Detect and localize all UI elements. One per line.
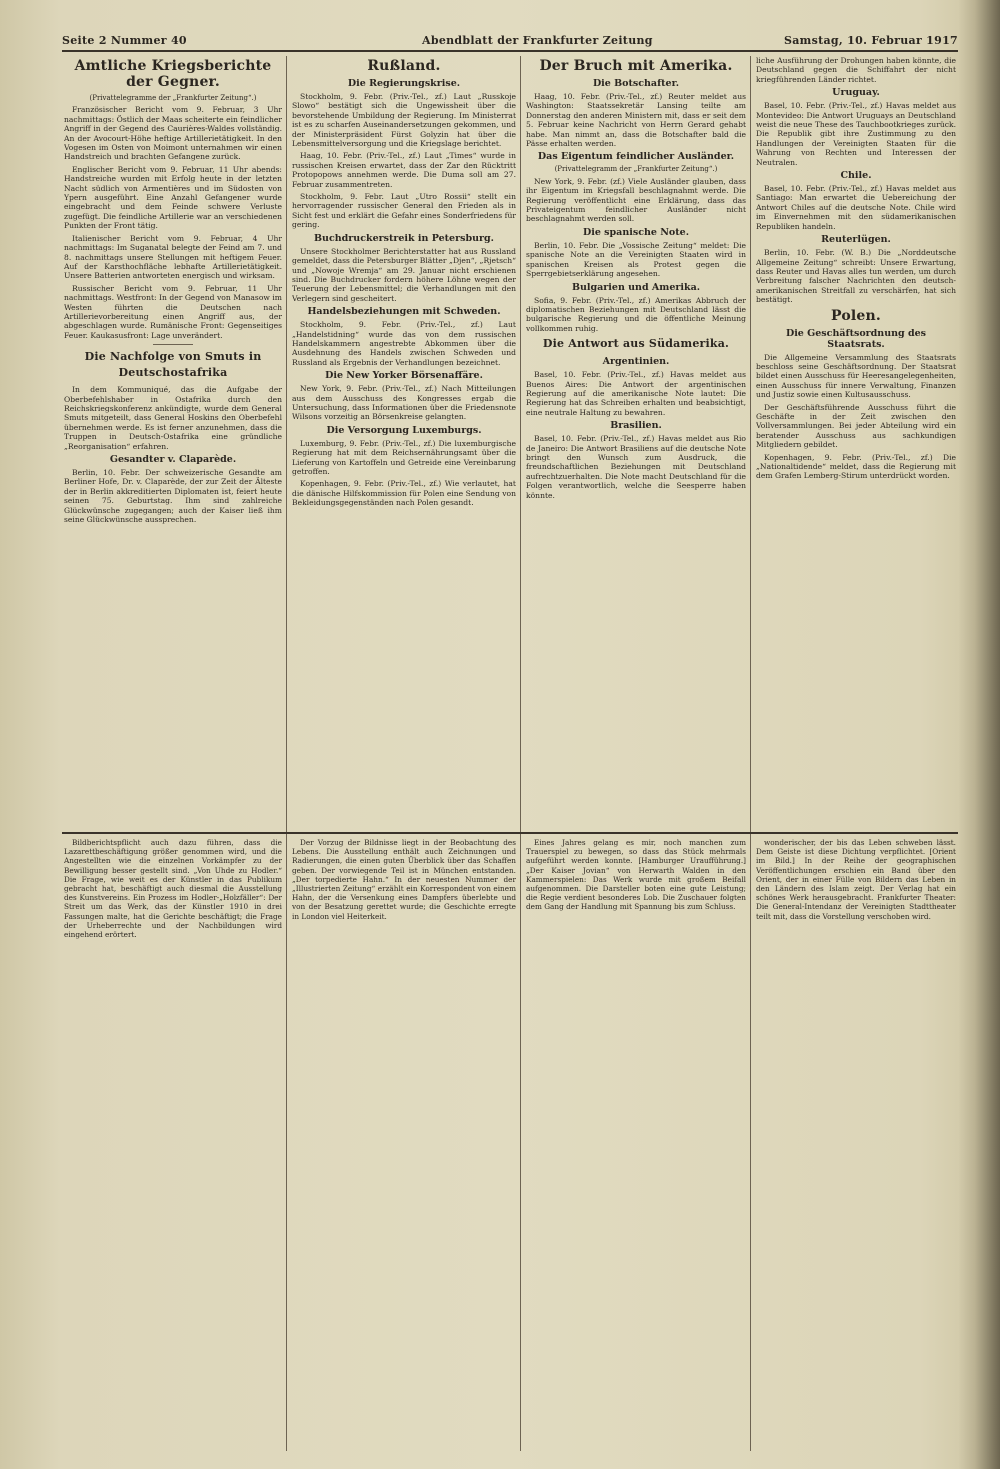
feuilleton-paragraph: wonderischer, der bis das Leben schweben lässt. Dem Geiste ist diese Dichtung verpflichtet. [Orient im Bild.] In der Reihe der geographischen Veröffentlichungen erschien ein Band über den Orient, der in einer Fülle von Bildern das Leben in den Ländern des Islam zeigt. Der Verlag hat ein schönes Werk herausgebracht. Frankfurter Theater: Die General-Intendanz der Vereinigten Stadttheater teilt mit, dass die Vorstellung verschoben wird. bbox=[756, 838, 956, 921]
article-subtitle: Gesandter v. Claparède. bbox=[109, 454, 237, 465]
article-paragraph: Russischer Bericht vom 9. Februar, 11 Uhr nachmittags. Westfront: In der Gegend von Manasow im Westen führten die Deutschen nach Artillerievorbereitung einen Angriff aus, der abgeschlagen wurde. Rumänische Front: Gegenseitiges Feuer. Kaukasusfront: Lage unverändert. bbox=[64, 283, 282, 340]
article-title: Amtliche Kriegsberichte der Gegner. bbox=[74, 58, 272, 90]
article-subtitle: Buchdruckerstreik in Petersburg. bbox=[314, 232, 494, 244]
article-paragraph: Sofia, 9. Febr. (Priv.-Tel., zf.) Amerikas Abbruch der diplomatischen Beziehungen mit Deutschland lässt die bulgarische Regierung und die öffentliche Meinung vollkommen ruhig. bbox=[526, 295, 746, 333]
column-2 bbox=[292, 56, 516, 828]
feuilleton-paragraph: Eines Jahres gelang es mir, noch manchen zum Trauerspiel zu bewegen, so dass das Stück mehrmals aufgeführt werden konnte. [Hamburger Uraufführung.] „Der Kaiser Jovian“ von Herwarth Walden in den Kammerspielen: Das Werk wurde mit großem Beifall aufgenommen. Die Darsteller boten eine gute Leistung; die Regie verdient besonderes Lob. Die Zuschauer folgten dem Gang der Handlung mit Spannung bis zum Schluss. bbox=[526, 838, 746, 912]
feuilleton-column-2 bbox=[292, 838, 516, 1450]
article-paragraph: Französischer Bericht vom 9. Februar, 3 Uhr nachmittags: Östlich der Maas scheiterte ein feindlicher Angriff in der Gegend des Caurières-Waldes vollständig. An der Avocourt-Höhe heftige Artillerietätigkeit. In den Vogesen im Osten von Moimont unternahmen wir einen Handstreich und brachten Gefangene zurück. bbox=[64, 105, 282, 162]
article-paragraph: Unsere Stockholmer Berichterstatter hat aus Russland gemeldet, dass die Petersburger Blätter „Djen“, „Rjetsch“ und „Nowoje Wremja“ am 29. Januar nicht erschienen sind. Die Buchdrucker fordern höhere Löhne wegen der Teuerung der Lebensmittel; die Verhandlungen mit den Verlegern sind gescheitert. bbox=[292, 246, 516, 303]
article-subtitle: Das Eigentum feindlicher Ausländer. bbox=[537, 151, 735, 163]
article-paragraph: Stockholm, 9. Febr. (Priv.-Tel., zf.) Laut „Handelstidning“ wurde das von dem russischen Handelskammern angestrebte Abkommen über die Ausdehnung des Handels zwischen Schweden und Russland als Ergebnis der Verhandlungen bezeichnet. bbox=[292, 320, 516, 367]
article-title: Die Antwort aus Südamerika. bbox=[542, 337, 730, 351]
column-rule bbox=[750, 56, 751, 1451]
feuilleton-column-1 bbox=[64, 838, 282, 1450]
article-paragraph: Kopenhagen, 9. Febr. (Priv.-Tel., zf.) Wie verlautet, hat die dänische Hilfskommission für Polen eine Sendung von Bekleidungsgegenständen nach Polen gesandt. bbox=[292, 479, 516, 508]
column-4 bbox=[756, 56, 956, 828]
article-paragraph: New York, 9. Febr. (Priv.-Tel., zf.) Nach Mitteilungen aus dem Ausschuss des Kongresses ergab die Untersuchung, dass Informationen über die Friedensnote Wilsons vorzeitig an Börsenkreise gelangten. bbox=[292, 384, 516, 422]
page-number: Seite 2 Nummer 40 bbox=[62, 34, 187, 47]
article-paragraph: In dem Kommuniqué, das die Aufgabe der Oberbefehlshaber in Ostafrika durch den Reichskriegskonferenz ankündigte, wurde dem General Smuts mitgeteilt, dass General Hoskins den Oberbefehl übernehmen werde. Es ist ferner anzunehmen, dass die Truppen in Deutsch-Ostafrika eine gründliche „Reorganisation“ erfahren. bbox=[64, 385, 282, 451]
column-3 bbox=[526, 56, 746, 828]
article-paragraph: Der Geschäftsführende Ausschuss führt die Geschäfte in der Zeit zwischen den Vollversammlungen. Bei jeder Abteilung wird ein beratender Ausschuss aus sachkundigen Mitgliedern gebildet. bbox=[756, 402, 956, 450]
feuilleton-paragraph: Der Vorzug der Bildnisse liegt in der Beobachtung des Lebens. Die Ausstellung enthält auch Zeichnungen und Radierungen, die einen guten Überblick über das Schaffen geben. Der vorwiegende Teil ist in München entstanden. „Der torpedierte Hahn.“ In der neuesten Nummer der „Illustrierten Zeitung“ erzählt ein Korrespondent von einem Hahn, der die Versenkung eines Dampfers überlebte und von der Besatzung gerettet wurde; die Geschichte erregte in London viel Heiterkeit. bbox=[292, 838, 516, 921]
article-paragraph: Basel, 10. Febr. (Priv.-Tel., zf.) Havas meldet aus Buenos Aires: Die Antwort der argentinischen Regierung auf die amerikanische Note lautet: Die Regierung hat das Schreiben erhalten und beabsichtigt, eine neutrale Haltung zu bewahren. bbox=[526, 370, 746, 417]
article-note: (Privattelegramm der „Frankfurter Zeitung“.) bbox=[554, 165, 718, 174]
article-subtitle: Die New Yorker Börsenaffäre. bbox=[325, 370, 483, 382]
column-rule bbox=[286, 56, 287, 1451]
article-title: Rußland. bbox=[367, 58, 441, 74]
article-subtitle: Die Regierungskrise. bbox=[347, 78, 461, 89]
article-paragraph: Stockholm, 9. Febr. Laut „Utro Rossii“ stellt ein hervorragender russischer General den Frieden als in Sicht fest und erklärt die Gefahr eines Sonderfriedens für gering. bbox=[292, 192, 516, 230]
article-subtitle: Handelsbeziehungen mit Schweden. bbox=[307, 306, 501, 318]
section-divider bbox=[62, 832, 958, 834]
article-subtitle: Argentinien. bbox=[602, 356, 670, 368]
article-subtitle: Chile. bbox=[840, 170, 872, 182]
article-paragraph: Basel, 10. Febr. (Priv.-Tel., zf.) Havas meldet aus Montevideo: Die Antwort Uruguays an Deutschland weist die neue These des Tauchbootkrieges zurück. Die Republik gibt ihre Zustimmung zu den Handlungen der Vereinigten Staaten für die Wahrung von Rechten und Interessen der Neutralen. bbox=[756, 101, 956, 167]
article-subtitle: Die Versorgung Luxemburgs. bbox=[326, 424, 482, 436]
separator bbox=[153, 344, 193, 345]
article-subtitle: Reuterlügen. bbox=[821, 234, 891, 246]
article-paragraph: liche Ausführung der Drohungen haben könnte, die Deutschland gegen die Schiffahrt der nicht kriegführenden Länder richtet. bbox=[756, 56, 956, 84]
binding-shadow bbox=[958, 0, 1000, 1469]
article-paragraph: Stockholm, 9. Febr. (Priv.-Tel., zf.) Laut „Russkoje Slowo“ bestätigt sich die Ungewissheit über die bevorstehende Umbildung der Regierung. Im Ministerrat ist es zu scharfen Auseinandersetzungen gekommen, und der Ministerpräsident Fürst Golyzin hat über die Lebensmittelversorgung und die Kriegslage berichtet. bbox=[292, 92, 516, 149]
article-paragraph: New York, 9. Febr. (zf.) Viele Ausländer glauben, dass ihr Eigentum im Kriegsfall beschlagnahmt werde. Die Regierung veröffentlicht eine Erklärung, dass das Privateigentum feindlicher Ausländer nicht beschlagnahmt werden soll. bbox=[526, 176, 746, 224]
article-paragraph: Luxemburg, 9. Febr. (Priv.-Tel., zf.) Die luxemburgische Regierung hat mit dem Reichsernährungsamt über die Lieferung von Kartoffeln und Getreide eine Vereinbarung getroffen. bbox=[292, 438, 516, 476]
article-paragraph: Die Allgemeine Versammlung des Staatsrats beschloss seine Geschäftsordnung. Der Staatsrat bildet einen Ausschuss für Heeresangelegenheiten, einen Ausschuss für innere Verwaltung, Finanzen und Justiz sowie einen Kultusausschuss. bbox=[756, 352, 956, 400]
column-1 bbox=[64, 56, 282, 828]
article-paragraph: Haag, 10. Febr. (Priv.-Tel., zf.) Laut „Times“ wurde in russischen Kreisen erwartet, dass der Zar den Rücktritt Protopopows annehmen werde. Die Duma soll am 27. Februar zusammentreten. bbox=[292, 151, 516, 189]
article-paragraph: Haag, 10. Febr. (Priv.-Tel., zf.) Reuter meldet aus Washington: Staatssekretär Lansing teilte am Donnerstag den anderen Ministern mit, dass er seit dem 5. Februar keine Nachricht von Herrn Gerard gehabt habe. Man nimmt an, dass die Botschafter bald die Pässe erhalten werden. bbox=[526, 92, 746, 149]
article-subtitle: Die spanische Note. bbox=[582, 226, 689, 238]
article-paragraph: Basel, 10. Febr. (Priv.-Tel., zf.) Havas meldet aus Santiago: Man erwartet die Uebereichung der Antwort Chiles auf die deutsche Note. Chile wird im Einvernehmen mit den südamerikanischen Republiken handeln. bbox=[756, 184, 956, 231]
article-note: (Privattelegramme der „Frankfurter Zeitung“.) bbox=[89, 94, 257, 102]
article-paragraph: Englischer Bericht vom 9. Februar, 11 Uhr abends: Handstreiche wurden mit Erfolg heute in der letzten Nacht südlich von Armentières und im Südosten von Ypern ausgeführt. Eine Anzahl Gefangener wurde eingebracht und dem Feinde schwere Verluste zugefügt. Die feindliche Artillerie war an verschiedenen Punkten der Front tätig. bbox=[64, 164, 282, 231]
article-paragraph: Berlin, 10. Febr. Die „Vossische Zeitung“ meldet: Die spanische Note an die Vereinigten Staaten wird in spanischen Kreisen als Protest gegen die Sperrgebietserklärung angesehen. bbox=[526, 240, 746, 279]
issue-date: Samstag, 10. Februar 1917 bbox=[784, 34, 958, 47]
article-paragraph: Italienischer Bericht vom 9. Februar, 4 Uhr nachmittags: Im Suganatal belegte der Feind am 7. und 8. nachmittags unsere Stellungen mit heftigem Feuer. Auf der Karsthochfläche lebhafte Artillerietätigkeit. Unsere Batterien antworteten energisch und wirksam. bbox=[64, 233, 282, 281]
article-title: Die Nachfolge von Smuts in Deutschostafrika bbox=[84, 350, 262, 380]
article-title: Polen. bbox=[831, 307, 881, 324]
article-paragraph: Kopenhagen, 9. Febr. (Priv.-Tel., zf.) Die „Nationaltidende“ meldet, dass die Regierung mit dem Grafen Lemberg-Stirum unterdrückt worden. bbox=[756, 452, 956, 481]
article-subtitle: Die Botschafter. bbox=[592, 78, 680, 89]
feuilleton-column-4 bbox=[756, 838, 956, 1450]
article-paragraph: Berlin, 10. Febr. Der schweizerische Gesandte am Berliner Hofe, Dr. v. Claparède, der zur Zeit der Älteste der in Berlin akkreditierten Diplomaten ist, feiert heute seinen 75. Geburtstag. Ihm sind zahlreiche Glückwünsche zugegangen; auch der Kaiser ließ ihm seine Glückwünsche aussprechen. bbox=[64, 468, 282, 525]
article-subtitle: Die Geschäftsordnung des Staatsrats. bbox=[785, 327, 927, 350]
masthead bbox=[62, 34, 958, 52]
article-subtitle: Brasilien. bbox=[610, 420, 662, 432]
article-subtitle: Uruguay. bbox=[832, 87, 880, 99]
article-paragraph: Basel, 10. Febr. (Priv.-Tel., zf.) Havas meldet aus Rio de Janeiro: Die Antwort Brasiliens auf die deutsche Note bringt den Wunsch zum Ausdruck, die freundschaftlichen Beziehungen mit Deutschland aufrechtzuerhalten. Die Note macht Deutschland für die Folgen verantwortlich, welche die Seesperre haben könnte. bbox=[526, 434, 746, 500]
article-subtitle: Bulgarien und Amerika. bbox=[571, 281, 701, 293]
column-rule bbox=[520, 56, 521, 1451]
feuilleton-column-3 bbox=[526, 838, 746, 1450]
newspaper-name: Abendblatt der Frankfurter Zeitung bbox=[422, 34, 653, 47]
article-title: Der Bruch mit Amerika. bbox=[539, 58, 733, 74]
article-paragraph: Berlin, 10. Febr. (W. B.) Die „Norddeutsche Allgemeine Zeitung“ schreibt: Unsere Erwartung, dass Reuter und Havas alles tun werden, um durch Verbreitung falscher Nachrichten den deutsch-amerikanischen Streitfall zu verschärfen, hat sich bestätigt. bbox=[756, 248, 956, 305]
feuilleton-paragraph: Bildberichtspflicht auch dazu führen, dass die Lazarettbeschäftigung größer genommen wird, und die Angestellten wie die einzelnen Vorkämpfer zu der Bewilligung besser gestellt sind. „Von Uhde zu Hodler.“ Die Frage, wie weit es der Künstler in das Publikum gebracht hat, beschäftigt auch diesmal die Ausstellung des Kunstvereins. Ein Prozess im Hodler-„Holzfäller“: Der Streit um das Werk, das der Künstler 1910 in drei Fassungen malte, hat die Gerichte beschäftigt; die Frage der Urheberrechte und der Nachbildungen wird eingehend erörtert. bbox=[64, 838, 282, 940]
